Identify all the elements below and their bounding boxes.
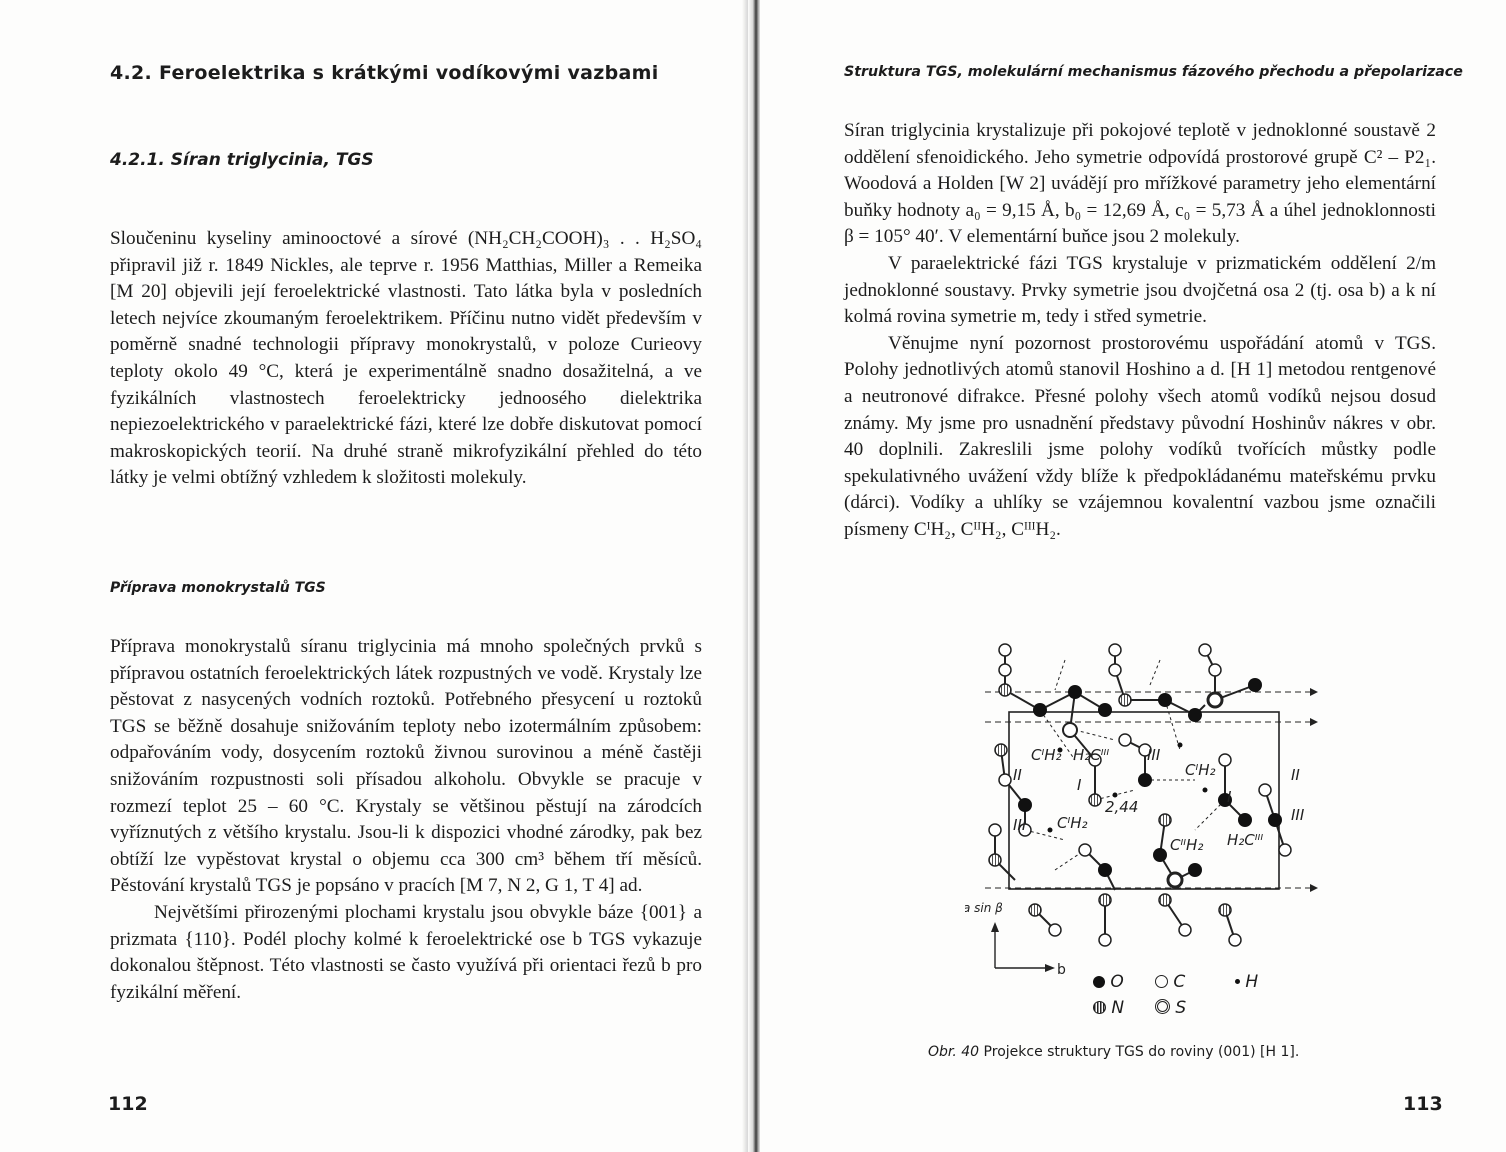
legend-s: S — [1155, 998, 1186, 1018]
structure-figure — [965, 630, 1506, 1020]
bond-lines — [995, 650, 1285, 940]
label-h2c3: H₂Cᴵᴵᴵ — [1073, 746, 1110, 764]
figure-caption — [928, 1044, 1299, 1060]
label-roman-ii-b: II — [1291, 766, 1300, 784]
structure-diagram — [965, 630, 1506, 1020]
sulfur-atom — [1208, 693, 1222, 707]
legend-o: O — [1093, 972, 1124, 992]
arrow-head-bottom — [1310, 884, 1318, 892]
subheading: Příprava monokrystalů TGS — [110, 580, 326, 596]
axes — [965, 901, 1066, 978]
faces-paragraph: Největšími přirozenými plochami krystalu jsou obvykle báze {001} a prizmata {110}. Podél plochy kolmé k feroelektrické ose b TGS vykazuje dokonalou štěpnost. Této vlastnosti se často využívá při orientaci řezů b pro fyzikální měření. — [110, 901, 702, 1003]
chapter-title: 4.2. Feroelektrika s krátkými vodíkovými vazbami — [110, 62, 659, 84]
arrow-head-2 — [1310, 718, 1318, 726]
legend-c: C — [1155, 972, 1185, 992]
label-c1h2-b: CᴵH₂ — [1057, 814, 1088, 832]
intro-paragraph: Sloučeninu kyseliny aminooctové a sírové (NH₂CH₂COOH)₃ . . H₂SO₄ připravil již r. 1849 Nickles, ale teprve r. 1956 Matthias, Miller a Remeika [M 20] objevili její feroelektrické vlastnosti. Tato látka byla v posledních letech nejvíce zkoumaným feroelektrikem. Příčinu nutno vidět především v poměrně snadné technologii přípravy monokrystalů, v poloze Curieovy teploty okolo 49 °C, která je experimentálně snadno dosažitelná, a ve fyzikálních vlastnostech feroelektricky jednoosého dielektrika nepiezoelektrického v paraelektrické fázi, které lze dobře diskutovat pomocí makroskopických teorií. Na druhé straně mikrofyzikální přehled do této látky je velmi obtížný vzhledem k složitosti molekuly. — [110, 228, 702, 489]
prep-block — [110, 634, 702, 1006]
nitrogen-symbol-icon — [1093, 1001, 1106, 1014]
para-2: V paraelektrické fázi TGS krystaluje v prizmatickém oddělení 2/m jednoklonné soustavy. Prvky symetrie jsou dvojčetná osa 2 (tj. osa b) a k ní kolmá rovina symetrie m, tedy i střed symetrie. — [844, 252, 1436, 328]
label-c2h2: CᴵᴵH₂ — [1170, 836, 1204, 854]
section-title: 4.2.1. Síran triglycinia, TGS — [110, 150, 374, 170]
right-page — [760, 0, 1506, 1152]
label-distance: 2,44 — [1105, 798, 1139, 816]
para-3: Věnujme nyní pozornost prostorovému uspořádání atomů v TGS. Polohy jednotlivých atomů stanovil Hoshino a d. [H 1] metodou rentgenové a neutronové difrakce. Přesné polohy všech atomů vodíků nejsou dosud známy. My jsme pro usnadnění představy původní Hoshinův nákres v obr. 40 doplnili. Zakreslili jsme polohy vodíků tvořících můstky podle spekulativného uvážení vždy blíže k předpokládanému mateřskému prvku (dárci). Vodíky a uhlíky se vzájemnou kovalentní vazbou jsme označili písmeny CᴵH₂, CᴵᴵH₂, CᴵᴵᴵH₂. — [844, 332, 1436, 540]
label-c1h2: CᴵH₂ — [1031, 746, 1062, 764]
label-roman-i-b: I — [1227, 788, 1232, 806]
carbon-symbol-icon — [1155, 975, 1168, 988]
right-text-block — [844, 118, 1436, 544]
label-roman-i-a: I — [1077, 776, 1082, 794]
axis-label-a: a sin β — [965, 901, 1003, 915]
caption-text: Projekce struktury TGS do roviny (001) [H 1]. — [983, 1044, 1300, 1060]
caption-number: Obr. 40 — [928, 1044, 980, 1060]
page-number-right: 113 — [1403, 1093, 1443, 1115]
unit-cell-frame — [1009, 712, 1279, 889]
label-roman-iii-a: III — [1013, 816, 1027, 834]
intro-block — [110, 226, 702, 492]
page-number-left: 112 — [108, 1093, 148, 1115]
legend-n: N — [1093, 998, 1124, 1018]
prep-paragraph: Příprava monokrystalů síranu triglycinia má mnoho společných prvků s přípravou ostatních feroelektrických látek rozpustných ve vodě. Krystaly lze pěstovat z nasycených vodních roztoků. Potřebného přesycení u roztoků TGS se běžně dosahuje snižováním teploty nebo izotermálním způsobem: odpařováním vody, dosycením roztoků živnou surovinou a méně častěji snižováním rozpustnosti soli přísadou alkoholu. Obvykle se pracuje v rozmezí teplot 25 – 60 °C. Krystaly se většinou pěstují na zárodcích vyříznutých z většího krystalu. Jsou-li k dispozici vhodné zárodky, pak bez obtíží lze vypěstovat krystal o objemu cca 300 cm³ během tří měsíců. Pěstování krystalů TGS je popsáno v pracích [M 7, N 2, G 1, T 4] ad. — [110, 636, 702, 897]
sulfur-symbol-icon — [1155, 999, 1170, 1014]
label-c1h2-c: CᴵH₂ — [1185, 761, 1216, 779]
running-head: Struktura TGS, molekulární mechanismus fázového přechodu a přepolarizace — [844, 64, 1463, 80]
label-roman-ii-a: II — [1013, 766, 1022, 784]
label-roman-iii-b: III — [1147, 746, 1161, 764]
arrow-head-top — [1310, 688, 1318, 696]
left-page — [0, 0, 752, 1152]
legend-h: H — [1235, 972, 1258, 992]
axis-label-b: b — [1057, 962, 1066, 978]
label-h2c3-b: H₂Cᴵᴵᴵ — [1227, 831, 1264, 849]
para-1: Síran triglycinia krystalizuje při pokojové teplotě v jednoklonné soustavě 2 oddělení sfenoidického. Jeho symetrie odpovídá prostorové grupě C² – P2₁. Woodová a Holden [W 2] uvádějí pro mřížkové parametry jeho elementární buňky hodnoty a₀ = 9,15 Å, b₀ = 12,69 Å, c₀ = 5,73 Å a úhel jednoklonnosti β = 105° 40′. V elementární buňce jsou 2 molekuly. — [844, 120, 1436, 248]
oxygen-symbol-icon — [1093, 976, 1105, 988]
label-roman-iii-c: III — [1291, 806, 1305, 824]
hydrogen-symbol-icon — [1235, 979, 1240, 984]
